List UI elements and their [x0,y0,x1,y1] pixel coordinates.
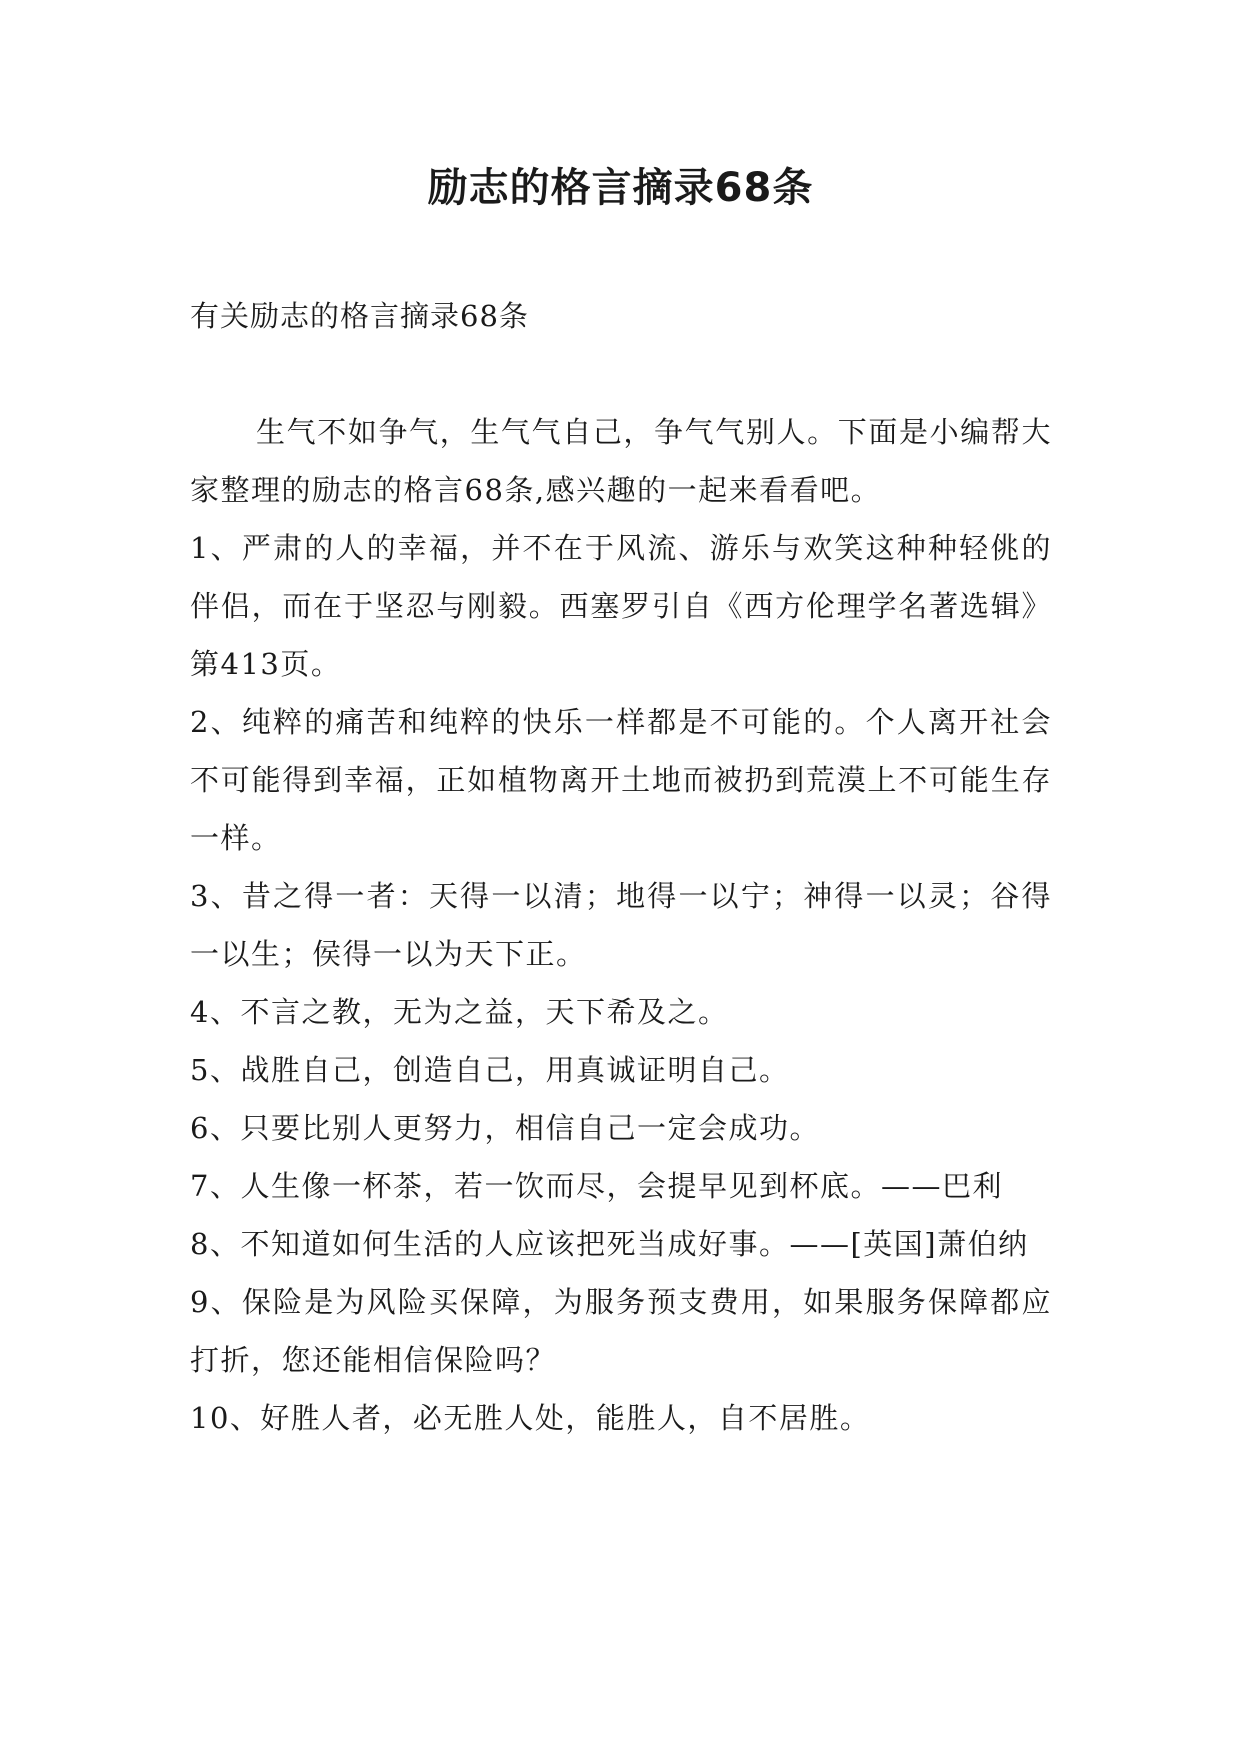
quote-item: 4、不言之教，无为之益，天下希及之。 [190,995,729,1029]
document-body [190,403,1052,1447]
quote-item: 7、人生像一杯茶，若一饮而尽，会提早见到杯底。——巴利 [190,1169,1003,1203]
quote-item: 2、纯粹的痛苦和纯粹的快乐一样都是不可能的。个人离开社会不可能得到幸福，正如植物离开土地而被扔到荒漠上不可能生存一样。 [190,705,1052,855]
quote-item: 3、昔之得一者：天得一以清；地得一以宁；神得一以灵；谷得一以生；侯得一以为天下正。 [190,879,1052,971]
quote-item: 8、不知道如何生活的人应该把死当成好事。——[英国]萧伯纳 [190,1227,1029,1261]
document-title: 励志的格言摘录68条 [427,165,814,211]
quote-item: 9、保险是为风险买保障，为服务预支费用，如果服务保障都应打折，您还能相信保险吗？ [190,1285,1052,1377]
quote-item: 10、好胜人者，必无胜人处，能胜人，自不居胜。 [190,1401,871,1435]
quote-item: 6、只要比别人更努力，相信自己一定会成功。 [190,1111,820,1145]
quote-item: 1、严肃的人的幸福，并不在于风流、游乐与欢笑这种种轻佻的伴侣，而在于坚忍与刚毅。西塞罗引自《西方伦理学名著选辑》第413页。 [190,531,1052,681]
quote-item: 5、战胜自己，创造自己，用真诚证明自己。 [190,1053,790,1087]
intro-paragraph: 生气不如争气，生气气自己，争气气别人。下面是小编帮大家整理的励志的格言68条,感兴趣的一起来看看吧。 [190,415,1052,507]
document-subtitle: 有关励志的格言摘录68条 [190,299,529,333]
